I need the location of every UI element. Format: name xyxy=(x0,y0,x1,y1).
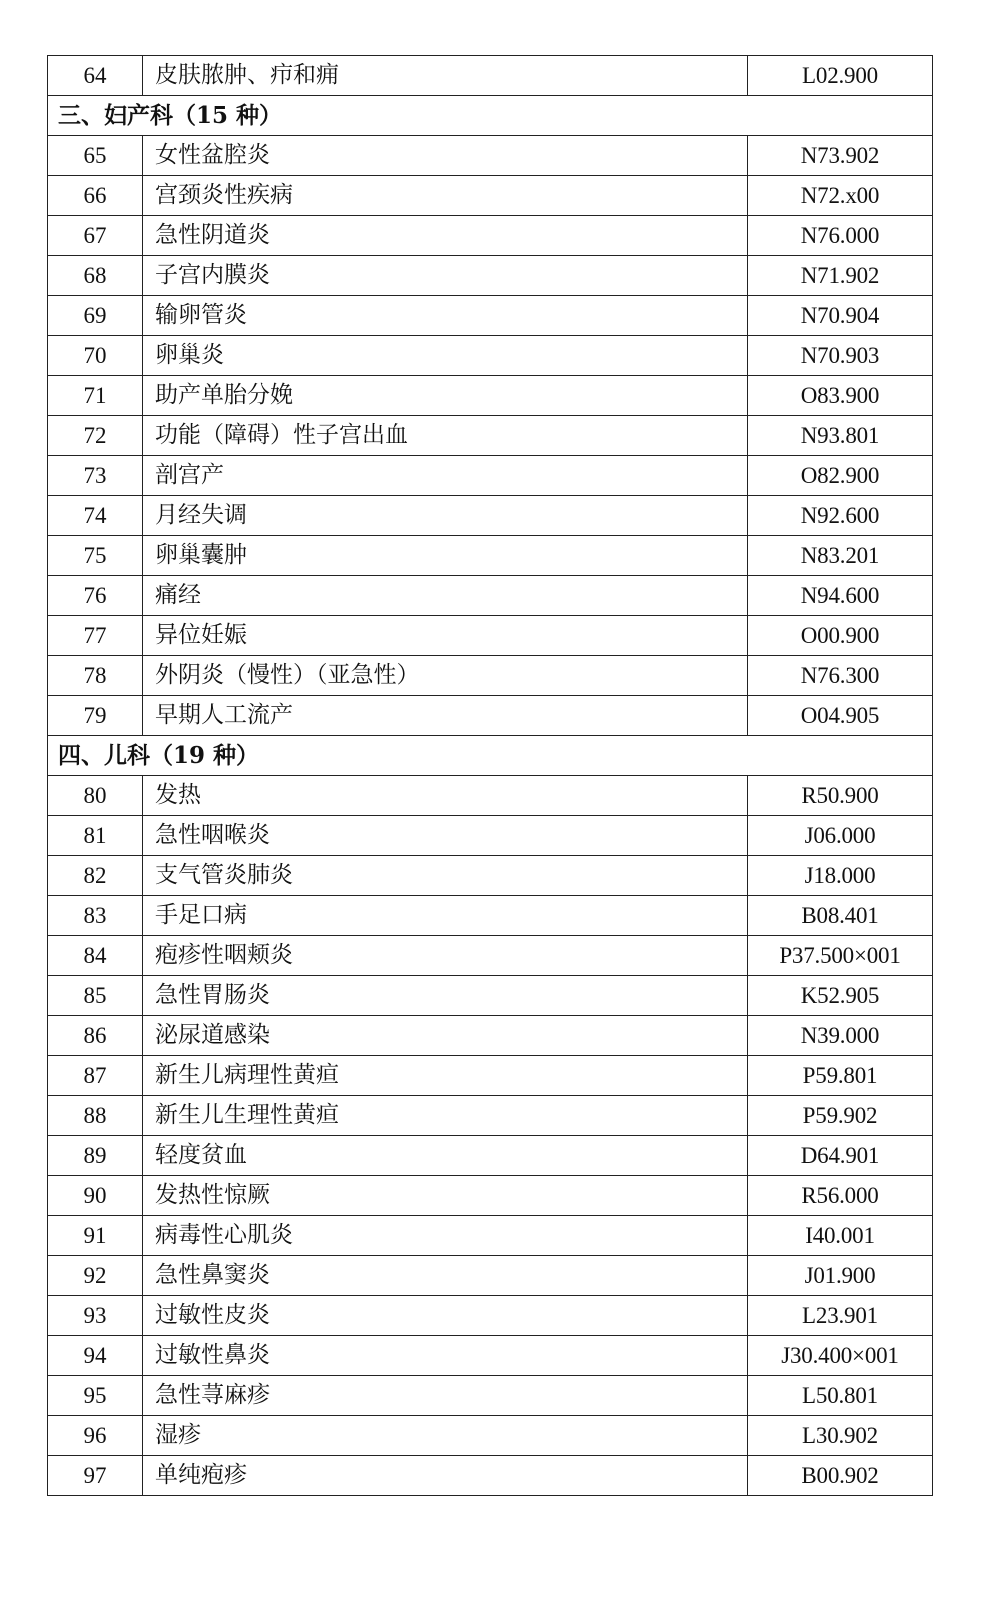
table-row xyxy=(48,176,933,216)
icd-code: J06.000 xyxy=(748,816,933,856)
icd-code: J18.000 xyxy=(748,856,933,896)
table-row xyxy=(48,1176,933,1216)
icd-code: N76.300 xyxy=(748,656,933,696)
table-row xyxy=(48,336,933,376)
icd-code: J30.400×001 xyxy=(748,1336,933,1376)
disease-name: 宫颈炎性疾病 xyxy=(143,176,748,216)
disease-name: 泌尿道感染 xyxy=(143,1016,748,1056)
disease-name: 湿疹 xyxy=(143,1416,748,1456)
table-row xyxy=(48,1376,933,1416)
icd-code: I40.001 xyxy=(748,1216,933,1256)
row-number: 84 xyxy=(48,936,143,976)
disease-name: 急性鼻窦炎 xyxy=(143,1256,748,1296)
icd-code: L23.901 xyxy=(748,1296,933,1336)
table-row xyxy=(48,1056,933,1096)
disease-name: 急性阴道炎 xyxy=(143,216,748,256)
icd-code: K52.905 xyxy=(748,976,933,1016)
icd-code: N73.902 xyxy=(748,136,933,176)
disease-name: 异位妊娠 xyxy=(143,616,748,656)
disease-name: 急性咽喉炎 xyxy=(143,816,748,856)
disease-name: 急性荨麻疹 xyxy=(143,1376,748,1416)
icd-code: L50.801 xyxy=(748,1376,933,1416)
row-number: 89 xyxy=(48,1136,143,1176)
table-row xyxy=(48,1216,933,1256)
disease-name: 轻度贫血 xyxy=(143,1136,748,1176)
icd-code: D64.901 xyxy=(748,1136,933,1176)
icd-code: B00.902 xyxy=(748,1456,933,1496)
icd-code: O82.900 xyxy=(748,456,933,496)
icd-code: N83.201 xyxy=(748,536,933,576)
row-number: 79 xyxy=(48,696,143,736)
table-row xyxy=(48,1096,933,1136)
disease-name: 病毒性心肌炎 xyxy=(143,1216,748,1256)
disease-name: 女性盆腔炎 xyxy=(143,136,748,176)
table-row xyxy=(48,696,933,736)
row-number: 78 xyxy=(48,656,143,696)
icd-code: N76.000 xyxy=(748,216,933,256)
row-number: 95 xyxy=(48,1376,143,1416)
icd-code: N72.x00 xyxy=(748,176,933,216)
disease-name: 单纯疱疹 xyxy=(143,1456,748,1496)
icd-code: L30.902 xyxy=(748,1416,933,1456)
disease-name: 新生儿生理性黄疸 xyxy=(143,1096,748,1136)
table-row xyxy=(48,216,933,256)
table-row xyxy=(48,1456,933,1496)
icd-code: R50.900 xyxy=(748,776,933,816)
section-title: 三、妇产科（15 种） xyxy=(48,96,933,136)
table-row xyxy=(48,656,933,696)
row-number: 74 xyxy=(48,496,143,536)
section-header-row xyxy=(48,96,933,136)
row-number: 91 xyxy=(48,1216,143,1256)
row-number: 96 xyxy=(48,1416,143,1456)
icd-code: P59.801 xyxy=(748,1056,933,1096)
row-number: 72 xyxy=(48,416,143,456)
table-row xyxy=(48,1296,933,1336)
table-row xyxy=(48,1256,933,1296)
disease-name: 皮肤脓肿、疖和痈 xyxy=(143,56,748,96)
table-row xyxy=(48,576,933,616)
section-header-row xyxy=(48,736,933,776)
table-row xyxy=(48,1016,933,1056)
row-number: 70 xyxy=(48,336,143,376)
table-row xyxy=(48,896,933,936)
table-row xyxy=(48,816,933,856)
icd-code: N70.904 xyxy=(748,296,933,336)
disease-name: 手足口病 xyxy=(143,896,748,936)
table-row xyxy=(48,856,933,896)
icd-code: N92.600 xyxy=(748,496,933,536)
table-row xyxy=(48,1336,933,1376)
row-number: 85 xyxy=(48,976,143,1016)
disease-name: 早期人工流产 xyxy=(143,696,748,736)
table-row xyxy=(48,376,933,416)
disease-name: 支气管炎肺炎 xyxy=(143,856,748,896)
disease-name: 助产单胎分娩 xyxy=(143,376,748,416)
table-body xyxy=(48,56,933,1496)
icd-code: O00.900 xyxy=(748,616,933,656)
row-number: 90 xyxy=(48,1176,143,1216)
table-row xyxy=(48,416,933,456)
table-row xyxy=(48,136,933,176)
row-number: 80 xyxy=(48,776,143,816)
row-number: 82 xyxy=(48,856,143,896)
disease-name: 发热性惊厥 xyxy=(143,1176,748,1216)
row-number: 83 xyxy=(48,896,143,936)
row-number: 71 xyxy=(48,376,143,416)
disease-name: 外阴炎（慢性）（亚急性） xyxy=(143,656,748,696)
icd-code: P59.902 xyxy=(748,1096,933,1136)
table-row xyxy=(48,296,933,336)
table-row xyxy=(48,1136,933,1176)
disease-name: 疱疹性咽颊炎 xyxy=(143,936,748,976)
table-row xyxy=(48,256,933,296)
icd-code: N93.801 xyxy=(748,416,933,456)
icd-code: R56.000 xyxy=(748,1176,933,1216)
disease-name: 过敏性鼻炎 xyxy=(143,1336,748,1376)
row-number: 68 xyxy=(48,256,143,296)
table-row xyxy=(48,496,933,536)
table-row xyxy=(48,976,933,1016)
row-number: 65 xyxy=(48,136,143,176)
disease-name: 发热 xyxy=(143,776,748,816)
table-row xyxy=(48,56,933,96)
row-number: 97 xyxy=(48,1456,143,1496)
table-row xyxy=(48,776,933,816)
icd-code: B08.401 xyxy=(748,896,933,936)
row-number: 77 xyxy=(48,616,143,656)
disease-name: 卵巢炎 xyxy=(143,336,748,376)
disease-name: 剖宫产 xyxy=(143,456,748,496)
row-number: 88 xyxy=(48,1096,143,1136)
row-number: 81 xyxy=(48,816,143,856)
row-number: 69 xyxy=(48,296,143,336)
table-row xyxy=(48,536,933,576)
icd-code: P37.500×001 xyxy=(748,936,933,976)
disease-name: 过敏性皮炎 xyxy=(143,1296,748,1336)
table-row xyxy=(48,936,933,976)
row-number: 94 xyxy=(48,1336,143,1376)
row-number: 93 xyxy=(48,1296,143,1336)
disease-name: 子宫内膜炎 xyxy=(143,256,748,296)
row-number: 67 xyxy=(48,216,143,256)
icd-code: N94.600 xyxy=(748,576,933,616)
table-row xyxy=(48,456,933,496)
disease-code-table xyxy=(47,55,933,1496)
row-number: 87 xyxy=(48,1056,143,1096)
icd-code: J01.900 xyxy=(748,1256,933,1296)
row-number: 92 xyxy=(48,1256,143,1296)
row-number: 66 xyxy=(48,176,143,216)
table-row xyxy=(48,616,933,656)
icd-code: O83.900 xyxy=(748,376,933,416)
row-number: 76 xyxy=(48,576,143,616)
disease-name: 急性胃肠炎 xyxy=(143,976,748,1016)
disease-name: 功能（障碍）性子宫出血 xyxy=(143,416,748,456)
section-title: 四、儿科（19 种） xyxy=(48,736,933,776)
row-number: 73 xyxy=(48,456,143,496)
icd-code: O04.905 xyxy=(748,696,933,736)
row-number: 86 xyxy=(48,1016,143,1056)
disease-name: 月经失调 xyxy=(143,496,748,536)
icd-code: L02.900 xyxy=(748,56,933,96)
disease-name: 卵巢囊肿 xyxy=(143,536,748,576)
disease-name: 痛经 xyxy=(143,576,748,616)
row-number: 64 xyxy=(48,56,143,96)
disease-name: 输卵管炎 xyxy=(143,296,748,336)
icd-code: N71.902 xyxy=(748,256,933,296)
icd-code: N39.000 xyxy=(748,1016,933,1056)
table-row xyxy=(48,1416,933,1456)
disease-name: 新生儿病理性黄疸 xyxy=(143,1056,748,1096)
row-number: 75 xyxy=(48,536,143,576)
icd-code: N70.903 xyxy=(748,336,933,376)
